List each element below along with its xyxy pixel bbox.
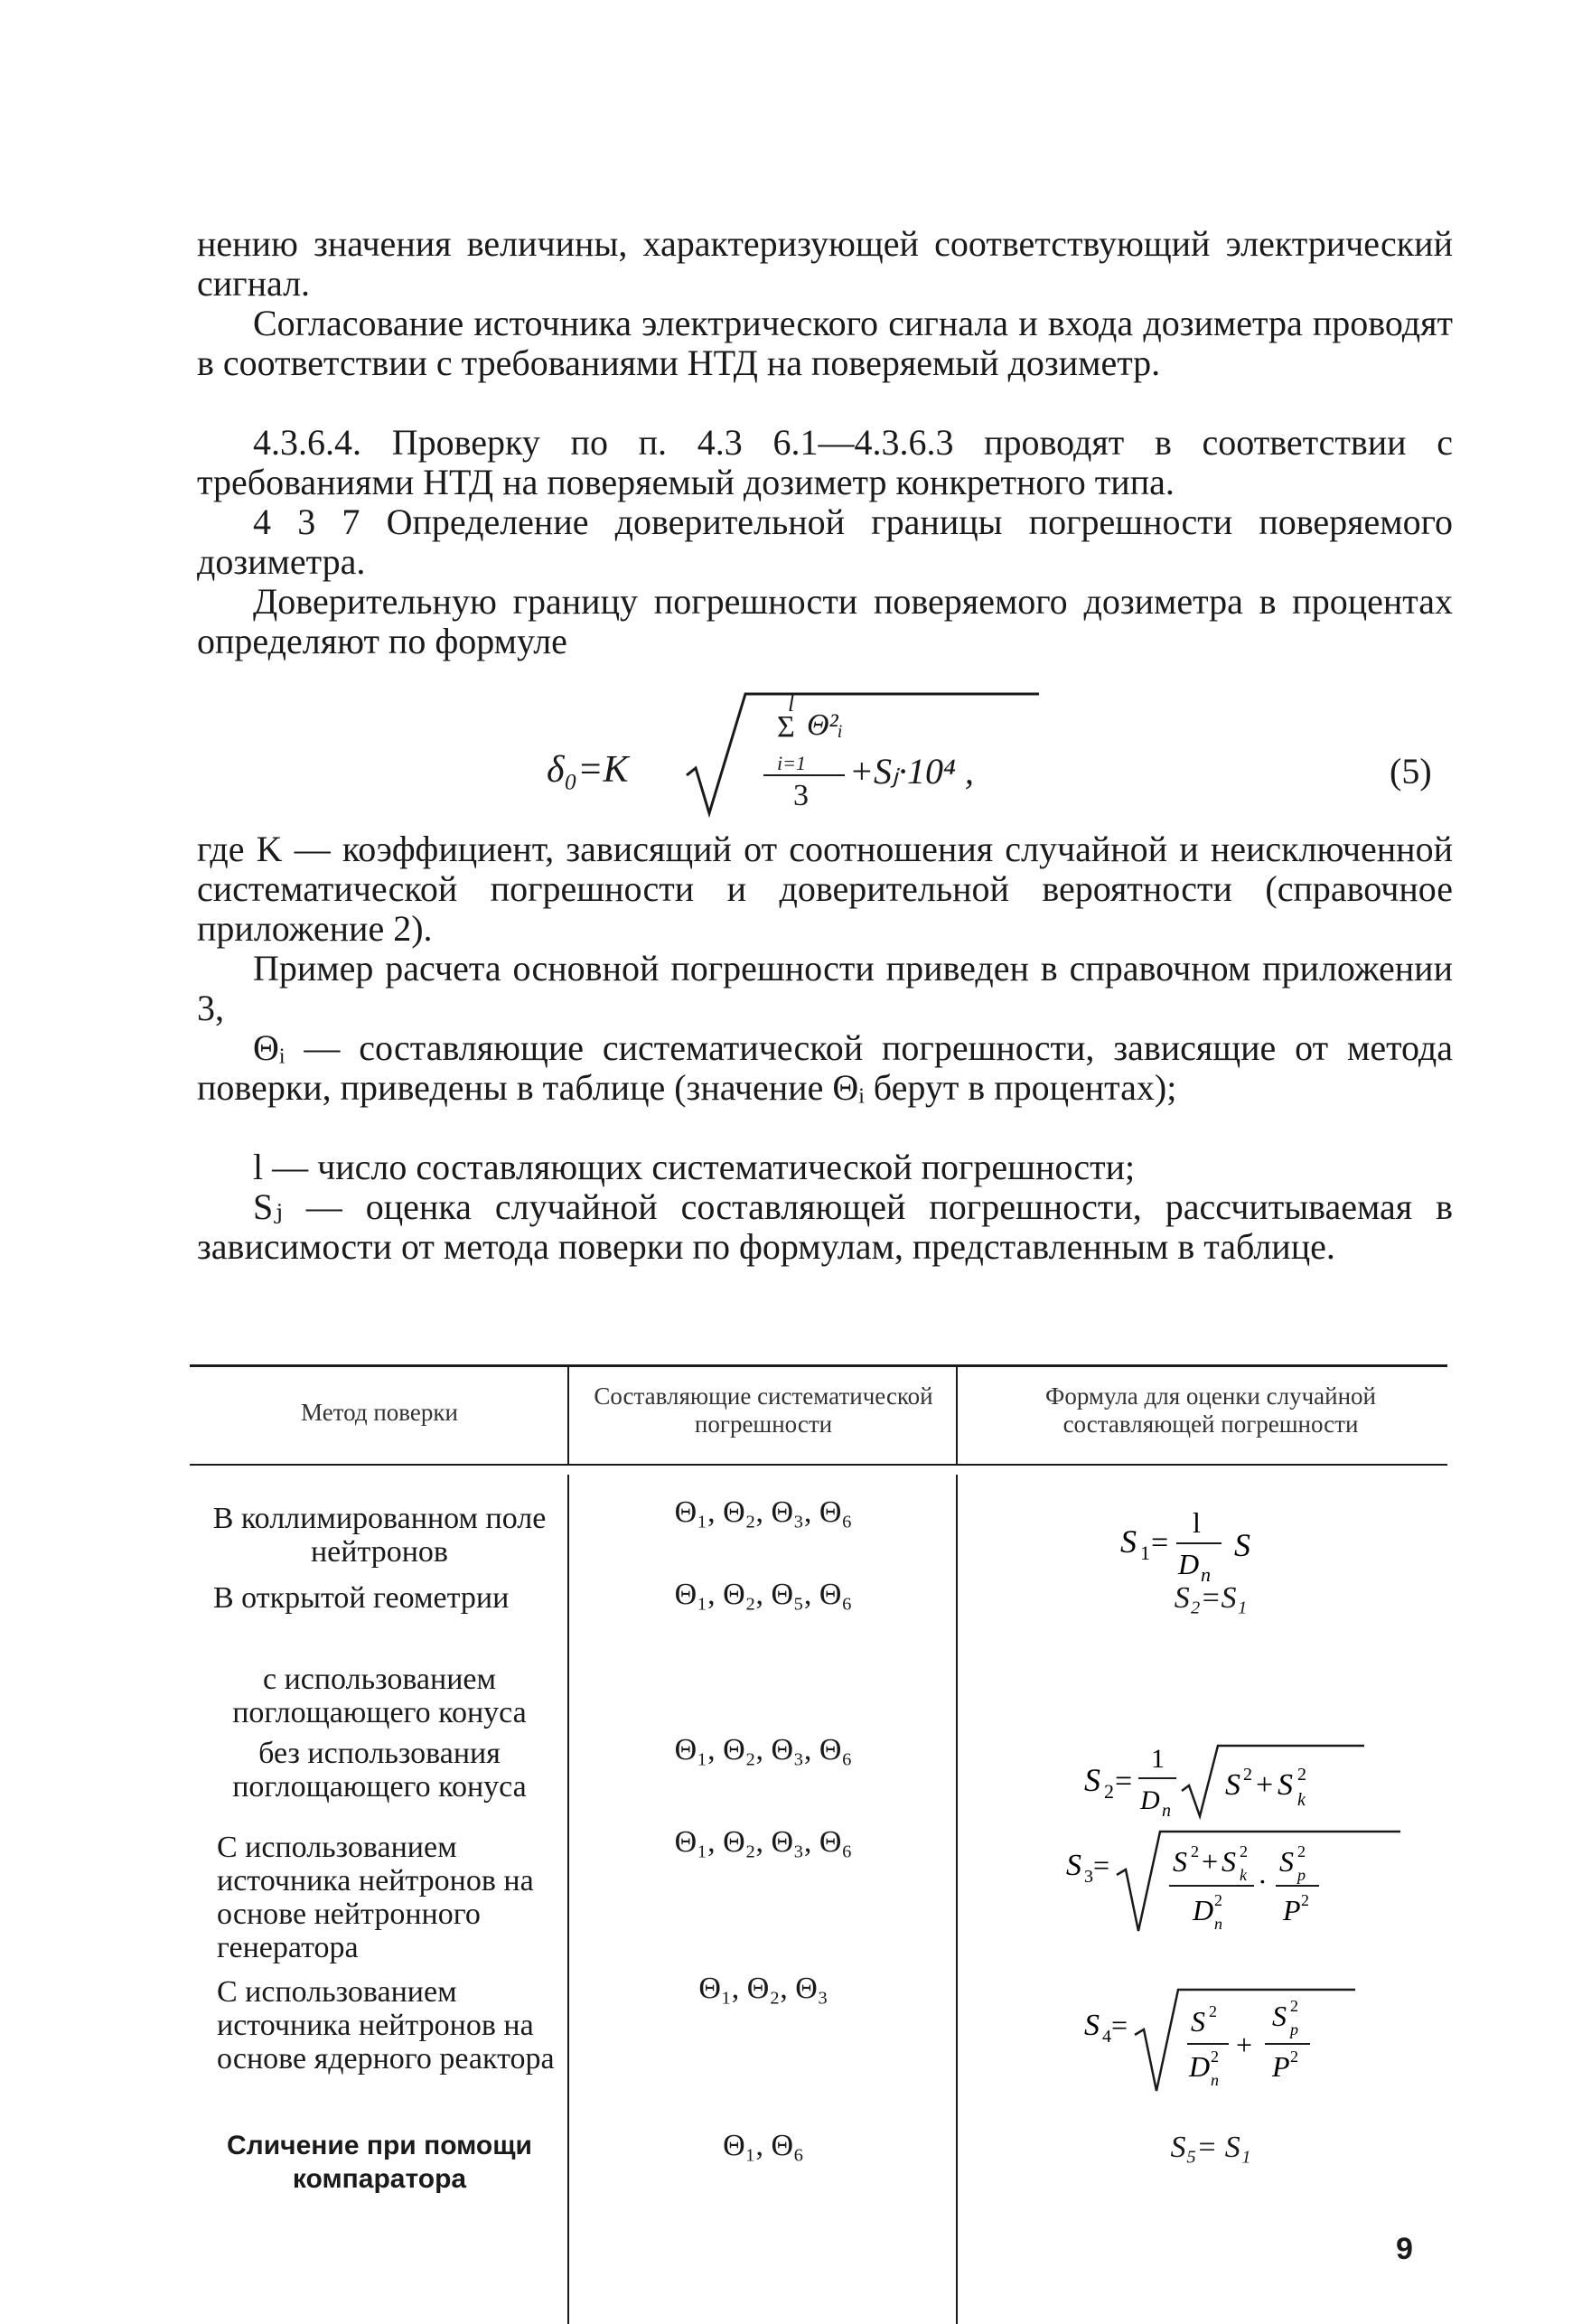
svg-text:·: · xyxy=(1258,1865,1268,1898)
formula-s2-open: S₂=S₁ xyxy=(1174,1581,1248,1615)
svg-text:D: D xyxy=(1140,1785,1160,1815)
svg-text:p: p xyxy=(1297,1866,1306,1884)
svg-text:n: n xyxy=(1201,1563,1211,1586)
table-col-divider-2-body xyxy=(956,1475,958,2324)
svg-text:S: S xyxy=(1272,2000,1287,2032)
table-top-rule xyxy=(190,1364,1447,1367)
table-col-divider-2 xyxy=(956,1364,958,1464)
formula-s3 xyxy=(1066,1821,1409,1938)
table-row-theta: Θ₁, Θ₂, Θ₃ xyxy=(698,1972,828,2005)
page-number: 9 xyxy=(1396,2232,1413,2266)
svg-text:S: S xyxy=(1278,1768,1293,1802)
definition-sj: Sⱼ — оценка случайной составляющей погрешности, рассчитываемая в зависимости от метода поверки по формулам, представленным в таблице. xyxy=(197,1186,1453,1267)
paragraph-continuation: нению значения величины, характеризующей соответствующий электрический сигнал. xyxy=(197,223,1453,304)
table-row-method: В открытой геометрии xyxy=(213,1581,510,1615)
svg-text:D: D xyxy=(1193,1894,1214,1926)
formula-s4 xyxy=(1084,1979,1391,2096)
svg-text:k: k xyxy=(1297,1790,1306,1810)
header-systematic-components: Составляющие систематической погрешности xyxy=(594,1382,933,1438)
svg-text:S: S xyxy=(1084,2009,1100,2042)
table-row-method: Сличение при помощи компаратора xyxy=(227,2131,532,2194)
svg-text:2: 2 xyxy=(1209,2002,1217,2020)
svg-text:3: 3 xyxy=(1084,1867,1093,1887)
svg-text:1: 1 xyxy=(1151,1744,1165,1774)
definition-k: где K — коэффициент, зависящий от соотношения случайной и неисключенной систематической погрешности и доверительной вероятности (справочное приложение 2). xyxy=(197,829,1453,949)
svg-text:S: S xyxy=(1279,1845,1294,1878)
table-row-method: С использованием источника нейтронов на основе нейтронного генератора xyxy=(217,1831,534,1964)
svg-text:S: S xyxy=(1173,1845,1187,1878)
table-col-divider-1-body xyxy=(567,1475,569,2324)
table-row-theta: Θ₁, Θ₂, Θ₃, Θ₆ xyxy=(674,1733,853,1766)
sum-symbol: Σ xyxy=(777,710,795,744)
svg-text:n: n xyxy=(1162,1801,1171,1821)
table-col-divider-1 xyxy=(567,1364,569,1464)
svg-text:4: 4 xyxy=(1102,2027,1111,2047)
svg-text:S: S xyxy=(1234,1527,1250,1563)
svg-text:P: P xyxy=(1272,2050,1290,2083)
formula-s2 xyxy=(1084,1726,1382,1825)
svg-text:2: 2 xyxy=(1297,1842,1306,1860)
formula-number: (5) xyxy=(1390,751,1432,792)
definition-l: l — число составляющих систематической погрешности; xyxy=(253,1147,1136,1187)
svg-text:2: 2 xyxy=(1211,2048,1219,2066)
svg-text:D: D xyxy=(1189,2050,1211,2083)
svg-text:2: 2 xyxy=(1301,1891,1309,1909)
sum-upper-limit: l xyxy=(788,690,795,717)
svg-text:2: 2 xyxy=(1243,1765,1252,1785)
header-method: Метод поверки xyxy=(301,1399,458,1426)
svg-text:S: S xyxy=(1191,2005,1205,2038)
formula-tail: +Sⱼ·10⁴ , xyxy=(849,751,974,792)
table-row-method: В коллимированном поле нейтронов xyxy=(212,1502,547,1569)
sum-lower-limit: i=1 xyxy=(777,752,806,774)
table-header-rule xyxy=(190,1464,1447,1466)
svg-text:2: 2 xyxy=(1214,1891,1222,1909)
svg-text:p: p xyxy=(1290,2020,1298,2038)
svg-text:2: 2 xyxy=(1290,1997,1298,2015)
paragraph-signal-matching: Согласование источника электрического сигнала и входа дозиметра проводят в соответствии с требованиями НТД на поверяемый дозиметр. xyxy=(197,303,1453,383)
table-row-theta: Θ₁, Θ₂, Θ₅, Θ₆ xyxy=(674,1578,853,1611)
table-row-theta: Θ₁, Θ₆ xyxy=(723,2129,804,2162)
svg-text:2: 2 xyxy=(1191,1842,1199,1860)
svg-text:+: + xyxy=(1202,1845,1219,1878)
svg-text:2: 2 xyxy=(1240,1842,1248,1860)
svg-text:D: D xyxy=(1178,1548,1200,1580)
svg-text:=: = xyxy=(1151,1526,1169,1560)
formula-5 xyxy=(0,669,1582,831)
formula-denominator: 3 xyxy=(793,779,809,812)
svg-text:n: n xyxy=(1214,1915,1222,1933)
table-row-method: с использованием поглощающего конуса xyxy=(232,1663,527,1729)
svg-text:k: k xyxy=(1240,1866,1247,1884)
svg-text:l: l xyxy=(1193,1506,1201,1539)
svg-text:S: S xyxy=(1084,1762,1100,1798)
svg-text:+: + xyxy=(1256,1768,1274,1802)
header-random-formula: Формула для оценки случайной составляющей погрешности xyxy=(1045,1382,1376,1438)
svg-text:S: S xyxy=(1222,1845,1236,1878)
definition-theta: Θᵢ — составляющие систематической погрешности, зависящие от метода поверки, приведены в таблице (значение Θᵢ берут в процентах); xyxy=(197,1027,1453,1108)
svg-text:P: P xyxy=(1283,1894,1301,1926)
formula-lhs: δ₀=K xyxy=(547,749,629,791)
svg-text:=: = xyxy=(1093,1849,1110,1881)
paragraph-formula-intro: Доверительную границу погрешности поверяемого дозиметра в процентах определяют по формуле xyxy=(197,581,1453,661)
formula-s1 xyxy=(1111,1500,1337,1590)
svg-text:+: + xyxy=(1236,2029,1253,2061)
svg-text:=: = xyxy=(1111,2009,1128,2041)
svg-text:S: S xyxy=(1225,1768,1240,1802)
svg-text:S: S xyxy=(1066,1849,1081,1882)
paragraph-4-3-7: 4 3 7 Определение доверительной границы погрешности поверяемого дозиметра. xyxy=(197,501,1453,582)
paragraph-4-3-6-4: 4.3.6.4. Проверку по п. 4.3 6.1—4.3.6.3 проводят в соответствии с требованиями НТД на поверяемый дозиметр конкретного типа. xyxy=(197,422,1453,502)
sum-term: Θ²ᵢ xyxy=(807,708,844,742)
example-reference: Пример расчета основной погрешности приведен в справочном приложении 3, xyxy=(197,948,1453,1028)
svg-text:2: 2 xyxy=(1290,2048,1298,2066)
formula-s5: S₅= S₁ xyxy=(1170,2131,1251,2164)
table-row-method: С использованием источника нейтронов на основе ядерного реактора xyxy=(217,1975,555,2076)
svg-text:=: = xyxy=(1115,1765,1133,1798)
table-row-theta: Θ₁, Θ₂, Θ₃, Θ₆ xyxy=(674,1825,853,1859)
svg-text:2: 2 xyxy=(1104,1780,1114,1803)
table-row-method: без использования поглощающего конуса xyxy=(232,1737,527,1804)
table-row-theta: Θ₁, Θ₂, Θ₃, Θ₆ xyxy=(674,1495,853,1529)
svg-text:1: 1 xyxy=(1140,1542,1150,1564)
svg-text:2: 2 xyxy=(1297,1765,1306,1785)
svg-text:S: S xyxy=(1120,1523,1137,1560)
svg-text:n: n xyxy=(1211,2071,1219,2089)
